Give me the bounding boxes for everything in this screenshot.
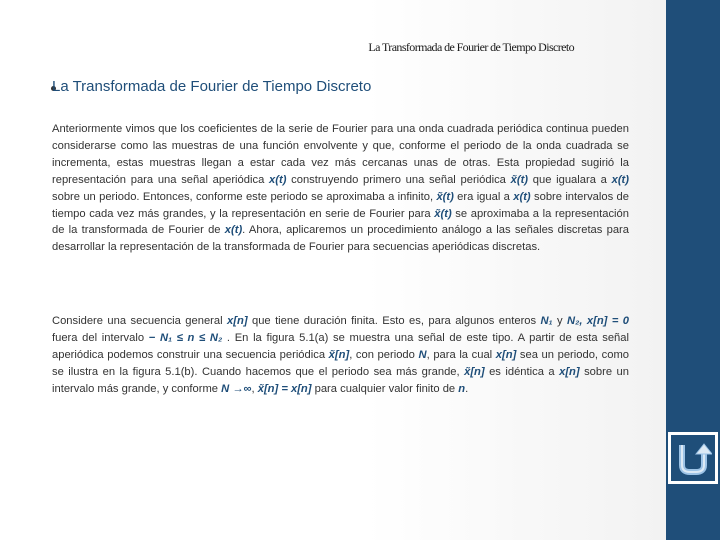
text: Anteriormente vimos que los coeficientes de la serie de Fourier para una onda cuadrada periódica continua pueden considerarse como las muestras de una función envolvente y que, conforme el periodo de la onda cuadrada se incrementa, estas muestras llegan a estar cada vez más cercanas unas de otras. Esta propiedad sugirió la representación para una señal aperiódica xyxy=(52,123,629,186)
text: fuera del intervalo xyxy=(52,331,149,344)
header-title: La Transformada de Fourier de Tiempo Discreto xyxy=(368,40,574,54)
text: . Ahora, aplicaremos un procedimiento análogo a las señales discretas para desarrollar la representación de la transformada de Fourier para secuencias aperiódicas discretas. xyxy=(52,224,629,254)
math: x̃[n] = xyxy=(257,382,288,395)
math: x[n] xyxy=(559,365,580,378)
text: Considere una secuencia general xyxy=(52,315,228,327)
math: n xyxy=(458,382,466,395)
math: N →∞ xyxy=(221,382,252,395)
math: x[n] xyxy=(290,382,312,395)
text: sobre un intervalo más grande, y conforme xyxy=(52,365,629,395)
text: que tiene duración finita. Esto es, para algunos enteros xyxy=(247,315,541,327)
text: construyendo primero una señal periódica xyxy=(286,173,511,186)
text: . xyxy=(465,382,469,395)
math: x̃[n] xyxy=(328,348,350,361)
math: N xyxy=(418,348,427,361)
return-button[interactable] xyxy=(668,432,718,484)
text: sobre un periodo. Entonces, conforme este periodo se aproximaba a infinito, xyxy=(52,190,437,203)
math: − N₁ ≤ n ≤ N₂ xyxy=(148,331,223,344)
text: . En la figura 5.1(a) se muestra una señal de este tipo. A partir de esta señal aperiódica podemos construir una secuencia periódica xyxy=(52,331,629,361)
text: , con periodo xyxy=(349,348,419,361)
text: para cualquier valor finito de xyxy=(311,382,459,395)
text: y xyxy=(552,315,568,327)
text: se aproximaba a la representación de la transformada de Fourier de xyxy=(52,207,629,237)
content-title: La Transformada de Fourier de Tiempo Discreto xyxy=(52,78,372,95)
math: x(t) xyxy=(611,173,629,186)
text: , para la cual xyxy=(426,348,496,361)
paragraph-1 xyxy=(52,121,629,256)
math: x̃(t) xyxy=(434,207,452,220)
math: x̃(t) xyxy=(436,190,454,203)
text: , xyxy=(251,382,258,395)
text: sobre intervalos de tiempo cada vez más grandes, y la representación en serie de Fourier para xyxy=(52,190,629,220)
text: que igualara a xyxy=(528,173,612,186)
return-arrow-icon xyxy=(674,439,712,477)
math: x(t) xyxy=(224,224,243,237)
math: x̃(t) xyxy=(510,173,529,186)
math: N₁ xyxy=(540,315,553,327)
paragraph-2 xyxy=(52,313,629,398)
return-button-inner xyxy=(671,435,715,481)
math: x[n] xyxy=(495,348,517,361)
text: era igual a xyxy=(453,190,514,203)
math: x̃[n] xyxy=(464,365,485,378)
math: x(t) xyxy=(513,190,531,203)
text: es idéntica a xyxy=(484,365,560,378)
math: , x[n] = 0 xyxy=(579,315,630,327)
math: x(t) xyxy=(269,173,287,186)
math: x[n] xyxy=(227,315,248,327)
text: sea un periodo, como se ilustra en la figura 5.1(b). Cuando hacemos que el periodo sea más grande, xyxy=(52,348,630,378)
math: N₂ xyxy=(567,315,580,327)
